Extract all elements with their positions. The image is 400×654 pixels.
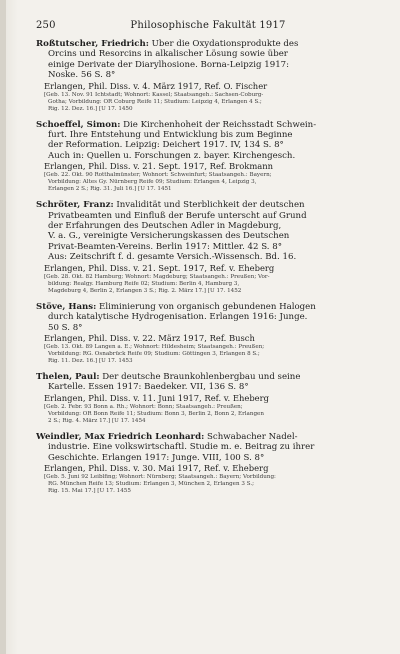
biographical-note: 2 S.; Rig. 4. März 17.] [U 17. 1454 (48, 417, 146, 424)
biographical-note: [Geb. 28. Okt. 82 Hamburg; Wohnort: Magdeburg; Staatsangeh.: Preußen; Vor- (44, 273, 270, 280)
catalog-entry (36, 39, 380, 113)
catalog-entry (36, 432, 380, 495)
biographical-note: Vorbildung: Altes Gy. Nürnberg Reife 09; Studium: Erlangen 4, Leipzig 3, (48, 179, 257, 186)
entry-line: Privatbeamten und Einfluß der Berufe unterscht auf Grund (48, 210, 307, 221)
entry-line: V. a. G., vereinigte Versicherungskassen des Deutschen (48, 231, 290, 242)
page-number: 250 (36, 20, 56, 31)
dissertation-line: Erlangen, Phil. Diss. v. 21. Sept. 1917, Ref. v. Eheberg (44, 262, 275, 273)
entry-line: Auch in: Quellen u. Forschungen z. bayer. Kirchengesch. (48, 150, 296, 161)
catalog-entry (36, 372, 380, 425)
dissertation-line: Erlangen, Phil. Diss. v. 21. Sept. 1917, Ref. Brokmann (44, 161, 274, 172)
biographical-note: Gotha; Vorbildung: OR Coburg Reife 11; Studium: Leipzig 4, Erlangen 4 S.; (48, 98, 262, 105)
dissertation-line: Erlangen, Phil. Diss. v. 30. Mai 1917, Ref. v. Eheberg (44, 462, 269, 473)
dissertation-line: Erlangen, Phil. Diss. v. 11. Juni 1917, Ref. v. Eheberg (44, 392, 270, 403)
author-name: Weindler, Max Friedrich Leonhard: (36, 431, 205, 442)
entry-line: einige Derivate der Diarylhosione. Borna-Leipzig 1917: (48, 59, 290, 70)
entry-line: industrie. Eine volkswirtschaftl. Studie m. e. Beitrag zu ihrer (48, 442, 315, 453)
title-text: Der deutsche Braunkohlenbergbau und seine (102, 371, 301, 382)
biographical-note: [Geb. 2. Febr. 93 Bonn a. Rh.; Wohnort: Bonn; Staatsangeh.: Preußen; (44, 403, 243, 410)
catalog-entry (36, 200, 380, 294)
author-name: Roßtutscher, Friedrich: (36, 39, 149, 49)
title-text: Über die Oxydationsprodukte des (151, 39, 299, 49)
title-text: Schwabacher Nadel- (207, 431, 298, 442)
author-name: Schröter, Franz: (36, 200, 114, 211)
entry-first-line (36, 39, 380, 49)
catalog-entry (36, 302, 380, 365)
entry-line: der Reformation. Leipzig: Deichert 1917. IV, 134 S. 8° (48, 140, 284, 151)
entry-first-line (36, 302, 380, 312)
entry-first-line (36, 120, 380, 130)
entry-line: der Erfahrungen des Deutschen Adler in Magdeburg, (48, 221, 282, 232)
entry-first-line (36, 372, 380, 382)
biographical-note: Magdeburg 4, Berlin 2, Erlangen 3 S.; Rig. 2. März 17.] [U 17. 1452 (48, 287, 242, 294)
biographical-note: [Geb. 13. Nov. 91 Ichtstadt; Wohnort: Kassel; Staatsangeh.: Sachsen-Coburg- (44, 91, 264, 98)
running-title: Philosophische Fakultät 1917 (130, 20, 286, 31)
entry-first-line (36, 200, 380, 210)
entry-line: Noske. 56 S. 8° (48, 70, 116, 81)
entry-line: Orcins und Resorcins in alkalischer Lösung sowie über (48, 49, 288, 60)
biographical-note: [Geb. 13. Okt. 89 Langen a. E.; Wohnort: Hildesheim; Staatsangeh.: Preußen; (44, 343, 265, 350)
title-text: Eliminierung von organisch gebundenen Halogen (99, 301, 316, 312)
page-header (36, 20, 380, 31)
entry-line: Geschichte. Erlangen 1917: Junge. VIII, 100 S. 8° (48, 452, 265, 463)
entry-line: durch katalytische Hydrogenisation. Erlangen 1916: Junge. (48, 312, 308, 323)
title-text: Invalidität und Sterblichkeit der deutschen (116, 200, 305, 211)
entry-line: furt. Ihre Entstehung und Entwicklung bis zum Beginne (48, 130, 293, 141)
entry-line: Privat-Beamten-Vereins. Berlin 1917: Mittler. 42 S. 8° (48, 241, 283, 252)
biographical-note: Rig. 15. Mai 17.] [U 17. 1455 (48, 487, 131, 494)
title-text: Die Kirchenhoheit der Reichsstadt Schwein- (123, 119, 317, 130)
biographical-note: [Geb. 22. Okt. 90 Rotthalmünster; Wohnort: Schweinfurt; Staatsangeh.: Bayern; (44, 172, 272, 179)
biographical-note: Rig. 11. Dez. 16.] [U 17. 1453 (48, 357, 133, 364)
page-spine-shadow (0, 0, 6, 654)
entry-line: 50 S. 8° (48, 322, 83, 333)
catalog-entry (36, 120, 380, 194)
dissertation-line: Erlangen, Phil. Diss. v. 4. März 1917, Ref. O. Fischer (44, 80, 268, 91)
entry-line: Kartelle. Essen 1917: Baedeker. VII, 136 S. 8° (48, 382, 249, 393)
biographical-note: Vorbildung: OR Bonn Reife 11; Studium: Bonn 3, Berlin 2, Bonn 2, Erlangen (48, 410, 264, 417)
dissertation-line: Erlangen, Phil. Diss. v. 22. März 1917, Ref. Busch (44, 332, 255, 343)
biographical-note: Erlangen 2 S.; Rig. 31. Juli 16.] [U 17. 1451 (48, 186, 172, 193)
entry-first-line (36, 432, 380, 442)
author-name: Stöve, Hans: (36, 301, 97, 312)
biographical-note: bildung: Realgy. Hamburg Reife 02; Studium: Berlin 4, Hamburg 3, (48, 280, 240, 287)
author-name: Thelen, Paul: (36, 371, 100, 382)
biographical-note: RG. München Reife 13; Studium: Erlangen 3, München 2, Erlangen 3 S.; (48, 480, 255, 487)
biographical-note: Rig. 12. Dez. 16.] [U 17. 1450 (48, 105, 133, 112)
entry-line: Aus: Zeitschrift f. d. gesamte Versich.-Wissensch. Bd. 16. (48, 252, 297, 263)
biographical-note: [Geb. 5. Juni 92 Leiblfing; Wohnort: Nürnberg; Staatsangeh.: Bayern; Vorbildung: (44, 473, 276, 480)
author-name: Schoeffel, Simon: (36, 119, 121, 130)
biographical-note: Vorbildung: RG. Osnabrück Reife 09; Studium: Göttingen 3, Erlangen 8 S.; (48, 350, 260, 357)
